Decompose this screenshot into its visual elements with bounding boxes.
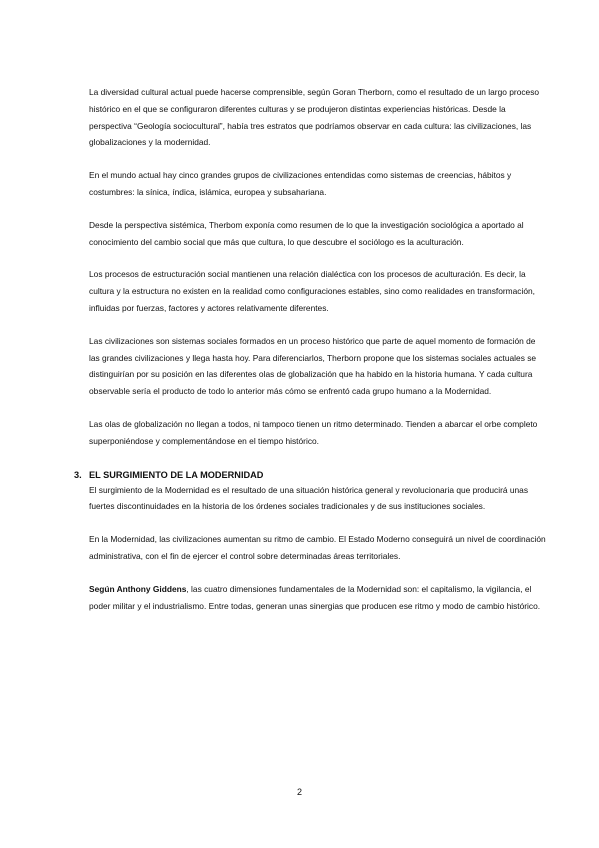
paragraph-globalization-waves: Las olas de globalización no llegan a todos, ni tampoco tienen un ritmo determinado. Tienden a abarcar el orbe completo superponiéndose y complementándose en el tiempo histórico. bbox=[89, 418, 538, 446]
paragraph-giddens bbox=[89, 581, 547, 615]
giddens-lead: Según Anthony Giddens bbox=[89, 583, 187, 594]
paragraph-acculturation: Desde la perspectiva sistémica, Therbom exponía como resumen de lo que la investigación sociológica a aportado al conocimiento del cambio social que más que cultura, lo que descubre el sociólogo es la aculturación. bbox=[89, 219, 524, 247]
section-title: EL SURGIMIENTO DE LA MODERNIDAD bbox=[89, 469, 264, 480]
paragraph-modernity-emergence: El surgimiento de la Modernidad es el resultado de una situación histórica general y revolucionaria que producirá unas fuertes discontinuidades en la historia de los órdenes sociales tradicionales y de sus instituciones sociales. bbox=[89, 484, 529, 512]
page-body bbox=[74, 84, 547, 614]
section-number: 3. bbox=[74, 469, 82, 480]
paragraph-modern-state: En la Modernidad, las civilizaciones aumentan su ritmo de cambio. El Estado Moderno conseguirá un nivel de coordinación administrativa, con el fin de ejercer el control sobre determinadas áreas territoriales. bbox=[89, 534, 546, 561]
paragraph-therborn-diversity: La diversidad cultural actual puede hacerse comprensible, según Goran Therborn, como el resultado de un largo proceso histórico en el que se configuraron diferentes culturas y se produjeron distintas experiencias históricas. Desde la perspectiva “Geología sociocultural”, había tres estratos que podríamos observar en cada cultura: las civilizaciones, las globalizaciones y la modernidad. bbox=[89, 87, 540, 148]
paragraph-structuration: Los procesos de estructuración social mantienen una relación dialéctica con los procesos de aculturación. Es decir, la cultura y la estructura no existen en la realidad como configuraciones estables, sino como realidades en transformación, influidas por fuerzas, factores y actores relativamente diferentes. bbox=[89, 269, 535, 313]
paragraph-civilizations-systems: Las civilizaciones son sistemas sociales formados en un proceso histórico que parte de aquel momento de formación de las grandes civilizaciones y llega hasta hoy. Para diferenciarlos, Therborn propone que los sistemas sociales actuales se distinguirían por su posición en las diferentes olas de globalización que ha habido en la historia humana. Y cada cultura observable sería el producto de todo lo anterior más cómo se enfrentó cada grupo humano a la Modernidad. bbox=[89, 335, 537, 397]
page-number: 2 bbox=[296, 787, 302, 797]
giddens-text: , las cuatro dimensiones fundamentales de la Modernidad son: el capitalismo, la vigilancia, el poder militar y el industrialismo. Entre todas, generan unas sinergias que producen ese ritmo y modo de cambio histórico. bbox=[89, 583, 541, 611]
section-heading bbox=[74, 468, 547, 482]
paragraph-five-civilizations: En el mundo actual hay cinco grandes grupos de civilizaciones entendidas como sistemas de creencias, hábitos y costumbres: la sínica, índica, islámica, europea y subsahariana. bbox=[89, 170, 512, 197]
